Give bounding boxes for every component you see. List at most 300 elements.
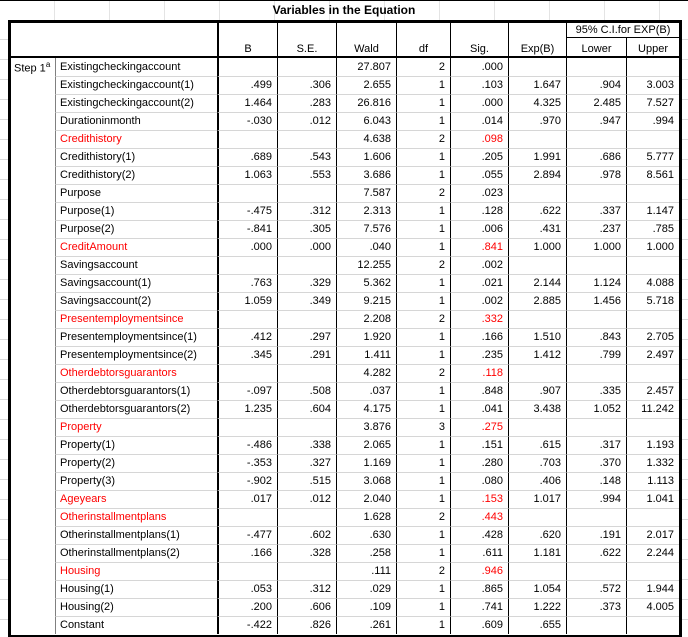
cell-se[interactable]: .312 bbox=[277, 580, 336, 598]
cell-exp_b[interactable] bbox=[508, 364, 566, 382]
cell-sig[interactable]: .741 bbox=[450, 598, 508, 616]
cell-wald[interactable]: 7.576 bbox=[336, 220, 396, 238]
cell-sig[interactable]: .041 bbox=[450, 400, 508, 418]
cell-se[interactable]: .606 bbox=[277, 598, 336, 616]
cell-exp_b[interactable]: 1.017 bbox=[508, 490, 566, 508]
cell-wald[interactable]: .630 bbox=[336, 526, 396, 544]
cell-upper[interactable]: 7.527 bbox=[626, 94, 679, 112]
cell-lower[interactable]: .572 bbox=[566, 580, 626, 598]
cell-wald[interactable]: 2.208 bbox=[336, 310, 396, 328]
cell-upper[interactable]: 2.497 bbox=[626, 346, 679, 364]
cell-df[interactable]: 2 bbox=[396, 184, 450, 202]
cell-se[interactable] bbox=[277, 418, 336, 436]
cell-wald[interactable]: 2.655 bbox=[336, 76, 396, 94]
cell-wald[interactable]: 4.282 bbox=[336, 364, 396, 382]
cell-sig[interactable]: .151 bbox=[450, 436, 508, 454]
cell-df[interactable]: 3 bbox=[396, 418, 450, 436]
cell-sig[interactable]: .118 bbox=[450, 364, 508, 382]
cell-sig[interactable]: .002 bbox=[450, 256, 508, 274]
cell-sig[interactable]: .098 bbox=[450, 130, 508, 148]
cell-exp_b[interactable]: 1.181 bbox=[508, 544, 566, 562]
cell-lower[interactable]: .904 bbox=[566, 76, 626, 94]
cell-exp_b[interactable] bbox=[508, 130, 566, 148]
cell-df[interactable]: 1 bbox=[396, 166, 450, 184]
cell-wald[interactable]: 9.215 bbox=[336, 292, 396, 310]
cell-b[interactable] bbox=[217, 58, 277, 76]
cell-wald[interactable]: .261 bbox=[336, 616, 396, 634]
cell-upper[interactable] bbox=[626, 256, 679, 274]
cell-lower[interactable]: .370 bbox=[566, 454, 626, 472]
cell-exp_b[interactable]: .620 bbox=[508, 526, 566, 544]
cell-sig[interactable]: .332 bbox=[450, 310, 508, 328]
cell-wald[interactable]: 12.255 bbox=[336, 256, 396, 274]
cell-exp_b[interactable]: .431 bbox=[508, 220, 566, 238]
cell-sig[interactable]: .865 bbox=[450, 580, 508, 598]
row-label[interactable]: Savingsaccount(2) bbox=[55, 292, 217, 310]
cell-lower[interactable]: .335 bbox=[566, 382, 626, 400]
cell-se[interactable] bbox=[277, 184, 336, 202]
step-label: Step 1 bbox=[14, 62, 46, 75]
row-label[interactable]: Ageyears bbox=[55, 490, 217, 508]
cell-lower[interactable] bbox=[566, 310, 626, 328]
cell-df[interactable]: 1 bbox=[396, 436, 450, 454]
cell-lower[interactable] bbox=[566, 364, 626, 382]
row-label[interactable]: Savingsaccount(1) bbox=[55, 274, 217, 292]
cell-df[interactable]: 1 bbox=[396, 112, 450, 130]
row-label[interactable]: Property bbox=[55, 418, 217, 436]
cell-upper[interactable]: 1.193 bbox=[626, 436, 679, 454]
cell-upper[interactable]: 2.705 bbox=[626, 328, 679, 346]
cell-se[interactable]: .297 bbox=[277, 328, 336, 346]
cell-exp_b[interactable]: .907 bbox=[508, 382, 566, 400]
row-label[interactable]: Otherdebtorsguarantors(2) bbox=[55, 400, 217, 418]
cell-se[interactable]: .349 bbox=[277, 292, 336, 310]
cell-sig[interactable]: .000 bbox=[450, 94, 508, 112]
cell-se[interactable] bbox=[277, 256, 336, 274]
cell-wald[interactable]: 2.040 bbox=[336, 490, 396, 508]
cell-lower[interactable]: 2.485 bbox=[566, 94, 626, 112]
header-upper[interactable]: Upper bbox=[626, 38, 679, 56]
cell-upper[interactable]: .785 bbox=[626, 220, 679, 238]
cell-df[interactable]: 2 bbox=[396, 562, 450, 580]
cell-se[interactable]: .543 bbox=[277, 148, 336, 166]
cell-b[interactable]: -.475 bbox=[217, 202, 277, 220]
cell-sig[interactable]: .609 bbox=[450, 616, 508, 634]
cell-df[interactable]: 1 bbox=[396, 544, 450, 562]
row-label[interactable]: Purpose bbox=[55, 184, 217, 202]
cell-exp_b[interactable] bbox=[508, 508, 566, 526]
header-corner-cell[interactable] bbox=[11, 23, 217, 56]
cell-sig[interactable]: .128 bbox=[450, 202, 508, 220]
cell-b[interactable] bbox=[217, 256, 277, 274]
cell-wald[interactable]: 6.043 bbox=[336, 112, 396, 130]
cell-upper[interactable]: 4.088 bbox=[626, 274, 679, 292]
cell-wald[interactable]: 2.313 bbox=[336, 202, 396, 220]
cell-exp_b[interactable]: .406 bbox=[508, 472, 566, 490]
cell-df[interactable]: 1 bbox=[396, 94, 450, 112]
header-b[interactable]: B bbox=[217, 23, 277, 56]
cell-df[interactable]: 1 bbox=[396, 202, 450, 220]
row-label[interactable]: Housing(2) bbox=[55, 598, 217, 616]
cell-se[interactable]: .553 bbox=[277, 166, 336, 184]
cell-b[interactable] bbox=[217, 184, 277, 202]
cell-wald[interactable]: .029 bbox=[336, 580, 396, 598]
cell-upper[interactable] bbox=[626, 562, 679, 580]
cell-df[interactable]: 1 bbox=[396, 616, 450, 634]
cell-exp_b[interactable]: 3.438 bbox=[508, 400, 566, 418]
cell-upper[interactable] bbox=[626, 184, 679, 202]
cell-exp_b[interactable]: .970 bbox=[508, 112, 566, 130]
cell-df[interactable]: 1 bbox=[396, 490, 450, 508]
cell-sig[interactable]: .275 bbox=[450, 418, 508, 436]
cell-upper[interactable]: 5.718 bbox=[626, 292, 679, 310]
cell-exp_b[interactable]: 1.510 bbox=[508, 328, 566, 346]
cell-df[interactable]: 1 bbox=[396, 292, 450, 310]
cell-df[interactable]: 2 bbox=[396, 508, 450, 526]
row-label[interactable]: Property(2) bbox=[55, 454, 217, 472]
cell-b[interactable] bbox=[217, 310, 277, 328]
cell-lower[interactable] bbox=[566, 130, 626, 148]
cell-df[interactable]: 1 bbox=[396, 346, 450, 364]
cell-df[interactable]: 2 bbox=[396, 256, 450, 274]
cell-b[interactable] bbox=[217, 562, 277, 580]
cell-sig[interactable]: .166 bbox=[450, 328, 508, 346]
cell-exp_b[interactable]: 1.647 bbox=[508, 76, 566, 94]
cell-b[interactable]: -.486 bbox=[217, 436, 277, 454]
cell-lower[interactable]: .373 bbox=[566, 598, 626, 616]
row-label[interactable]: Durationinmonth bbox=[55, 112, 217, 130]
cell-b[interactable]: -.902 bbox=[217, 472, 277, 490]
cell-upper[interactable]: 1.332 bbox=[626, 454, 679, 472]
row-label[interactable]: Presentemploymentsince bbox=[55, 310, 217, 328]
cell-upper[interactable]: 5.777 bbox=[626, 148, 679, 166]
cell-exp_b[interactable] bbox=[508, 418, 566, 436]
cell-sig[interactable]: .153 bbox=[450, 490, 508, 508]
header-exp-b[interactable]: Exp(B) bbox=[508, 23, 566, 56]
row-label[interactable]: Property(1) bbox=[55, 436, 217, 454]
cell-exp_b[interactable] bbox=[508, 562, 566, 580]
cell-lower[interactable]: 1.000 bbox=[566, 238, 626, 256]
cell-df[interactable]: 1 bbox=[396, 598, 450, 616]
cell-b[interactable]: 1.464 bbox=[217, 94, 277, 112]
cell-df[interactable]: 2 bbox=[396, 58, 450, 76]
cell-wald[interactable]: .258 bbox=[336, 544, 396, 562]
cell-se[interactable]: .012 bbox=[277, 490, 336, 508]
cell-lower[interactable] bbox=[566, 418, 626, 436]
cell-sig[interactable]: .021 bbox=[450, 274, 508, 292]
cell-df[interactable]: 1 bbox=[396, 400, 450, 418]
row-label[interactable]: Otherinstallmentplans(1) bbox=[55, 526, 217, 544]
row-label[interactable]: Housing bbox=[55, 562, 217, 580]
cell-se[interactable]: .000 bbox=[277, 238, 336, 256]
cell-se[interactable] bbox=[277, 310, 336, 328]
cell-exp_b[interactable]: 1.991 bbox=[508, 148, 566, 166]
cell-exp_b[interactable]: 1.054 bbox=[508, 580, 566, 598]
cell-lower[interactable] bbox=[566, 562, 626, 580]
cell-exp_b[interactable] bbox=[508, 310, 566, 328]
cell-sig[interactable]: .014 bbox=[450, 112, 508, 130]
cell-se[interactable]: .291 bbox=[277, 346, 336, 364]
cell-wald[interactable]: 3.686 bbox=[336, 166, 396, 184]
cell-sig[interactable]: .443 bbox=[450, 508, 508, 526]
cell-df[interactable]: 1 bbox=[396, 328, 450, 346]
cell-exp_b[interactable]: .655 bbox=[508, 616, 566, 634]
cell-se[interactable] bbox=[277, 364, 336, 382]
cell-upper[interactable]: 2.457 bbox=[626, 382, 679, 400]
cell-exp_b[interactable]: 1.222 bbox=[508, 598, 566, 616]
cell-df[interactable]: 1 bbox=[396, 238, 450, 256]
cell-sig[interactable]: .946 bbox=[450, 562, 508, 580]
cell-b[interactable]: .689 bbox=[217, 148, 277, 166]
cell-exp_b[interactable] bbox=[508, 256, 566, 274]
row-label[interactable]: Otherdebtorsguarantors(1) bbox=[55, 382, 217, 400]
cell-lower[interactable]: .622 bbox=[566, 544, 626, 562]
cell-se[interactable]: .328 bbox=[277, 544, 336, 562]
cell-se[interactable]: .508 bbox=[277, 382, 336, 400]
row-label[interactable]: Otherdebtorsguarantors bbox=[55, 364, 217, 382]
cell-sig[interactable]: .006 bbox=[450, 220, 508, 238]
cell-exp_b[interactable]: 4.325 bbox=[508, 94, 566, 112]
cell-b[interactable]: -.353 bbox=[217, 454, 277, 472]
row-label[interactable]: Savingsaccount bbox=[55, 256, 217, 274]
cell-lower[interactable]: .994 bbox=[566, 490, 626, 508]
cell-lower[interactable] bbox=[566, 616, 626, 634]
cell-lower[interactable]: 1.456 bbox=[566, 292, 626, 310]
cell-upper[interactable]: 1.113 bbox=[626, 472, 679, 490]
cell-exp_b[interactable]: 1.412 bbox=[508, 346, 566, 364]
cell-upper[interactable]: 2.244 bbox=[626, 544, 679, 562]
cell-df[interactable]: 1 bbox=[396, 382, 450, 400]
cell-upper[interactable]: 3.003 bbox=[626, 76, 679, 94]
cell-wald[interactable]: .040 bbox=[336, 238, 396, 256]
cell-sig[interactable]: .428 bbox=[450, 526, 508, 544]
header-se[interactable]: S.E. bbox=[277, 23, 336, 56]
cell-wald[interactable]: 26.816 bbox=[336, 94, 396, 112]
cell-wald[interactable]: 7.587 bbox=[336, 184, 396, 202]
row-label[interactable]: Purpose(2) bbox=[55, 220, 217, 238]
step-cell[interactable] bbox=[11, 58, 55, 634]
cell-exp_b[interactable] bbox=[508, 184, 566, 202]
cell-df[interactable]: 2 bbox=[396, 364, 450, 382]
cell-upper[interactable]: 11.242 bbox=[626, 400, 679, 418]
row-label[interactable]: Existingcheckingaccount(1) bbox=[55, 76, 217, 94]
cell-lower[interactable]: 1.052 bbox=[566, 400, 626, 418]
row-label[interactable]: Presentemploymentsince(1) bbox=[55, 328, 217, 346]
cell-se[interactable]: .327 bbox=[277, 454, 336, 472]
row-label[interactable]: Presentemploymentsince(2) bbox=[55, 346, 217, 364]
cell-sig[interactable]: .080 bbox=[450, 472, 508, 490]
cell-se[interactable]: .283 bbox=[277, 94, 336, 112]
header-ci-span[interactable]: 95% C.I.for EXP(B) bbox=[566, 23, 679, 38]
cell-exp_b[interactable]: 2.885 bbox=[508, 292, 566, 310]
cell-wald[interactable]: 1.920 bbox=[336, 328, 396, 346]
cell-se[interactable]: .312 bbox=[277, 202, 336, 220]
header-wald[interactable]: Wald bbox=[336, 23, 396, 56]
cell-lower[interactable] bbox=[566, 184, 626, 202]
cell-lower[interactable]: .799 bbox=[566, 346, 626, 364]
cell-b[interactable]: .412 bbox=[217, 328, 277, 346]
cell-exp_b[interactable]: 2.894 bbox=[508, 166, 566, 184]
cell-wald[interactable]: 1.411 bbox=[336, 346, 396, 364]
cell-wald[interactable]: 2.065 bbox=[336, 436, 396, 454]
cell-upper[interactable] bbox=[626, 310, 679, 328]
cell-lower[interactable] bbox=[566, 256, 626, 274]
cell-b[interactable] bbox=[217, 508, 277, 526]
cell-df[interactable]: 1 bbox=[396, 220, 450, 238]
cell-sig[interactable]: .280 bbox=[450, 454, 508, 472]
cell-wald[interactable]: 4.175 bbox=[336, 400, 396, 418]
cell-df[interactable]: 1 bbox=[396, 274, 450, 292]
cell-lower[interactable]: .978 bbox=[566, 166, 626, 184]
cell-df[interactable]: 2 bbox=[396, 310, 450, 328]
row-label[interactable]: Otherinstallmentplans(2) bbox=[55, 544, 217, 562]
cell-b[interactable]: .345 bbox=[217, 346, 277, 364]
cell-se[interactable]: .338 bbox=[277, 436, 336, 454]
cell-sig[interactable]: .235 bbox=[450, 346, 508, 364]
cell-wald[interactable]: 3.876 bbox=[336, 418, 396, 436]
cell-sig[interactable]: .023 bbox=[450, 184, 508, 202]
cell-lower[interactable]: .148 bbox=[566, 472, 626, 490]
cell-wald[interactable]: .037 bbox=[336, 382, 396, 400]
cell-upper[interactable]: 2.017 bbox=[626, 526, 679, 544]
cell-exp_b[interactable] bbox=[508, 58, 566, 76]
header-sig[interactable]: Sig. bbox=[450, 23, 508, 56]
cell-b[interactable]: .763 bbox=[217, 274, 277, 292]
cell-se[interactable] bbox=[277, 130, 336, 148]
cell-upper[interactable] bbox=[626, 58, 679, 76]
row-label[interactable]: Credithistory(1) bbox=[55, 148, 217, 166]
cell-upper[interactable]: 1.000 bbox=[626, 238, 679, 256]
cell-upper[interactable]: 1.944 bbox=[626, 580, 679, 598]
cell-b[interactable]: .053 bbox=[217, 580, 277, 598]
cell-df[interactable]: 2 bbox=[396, 130, 450, 148]
cell-upper[interactable]: 1.041 bbox=[626, 490, 679, 508]
cell-b[interactable]: .017 bbox=[217, 490, 277, 508]
cell-df[interactable]: 1 bbox=[396, 148, 450, 166]
cell-df[interactable]: 1 bbox=[396, 454, 450, 472]
cell-se[interactable]: .604 bbox=[277, 400, 336, 418]
cell-wald[interactable]: 27.807 bbox=[336, 58, 396, 76]
cell-se[interactable]: .305 bbox=[277, 220, 336, 238]
cell-lower[interactable]: .947 bbox=[566, 112, 626, 130]
cell-sig[interactable]: .205 bbox=[450, 148, 508, 166]
cell-b[interactable]: .499 bbox=[217, 76, 277, 94]
cell-df[interactable]: 1 bbox=[396, 580, 450, 598]
cell-sig[interactable]: .611 bbox=[450, 544, 508, 562]
row-label[interactable]: Credithistory bbox=[55, 130, 217, 148]
cell-wald[interactable]: .109 bbox=[336, 598, 396, 616]
cell-sig[interactable]: .055 bbox=[450, 166, 508, 184]
row-label[interactable]: Credithistory(2) bbox=[55, 166, 217, 184]
cell-b[interactable]: 1.059 bbox=[217, 292, 277, 310]
cell-lower[interactable] bbox=[566, 58, 626, 76]
cell-exp_b[interactable]: 2.144 bbox=[508, 274, 566, 292]
cell-lower[interactable] bbox=[566, 508, 626, 526]
cell-sig[interactable]: .841 bbox=[450, 238, 508, 256]
cell-lower[interactable]: .191 bbox=[566, 526, 626, 544]
cell-se[interactable]: .306 bbox=[277, 76, 336, 94]
cell-lower[interactable]: .686 bbox=[566, 148, 626, 166]
cell-upper[interactable]: .994 bbox=[626, 112, 679, 130]
cell-b[interactable]: .166 bbox=[217, 544, 277, 562]
cell-b[interactable] bbox=[217, 364, 277, 382]
cell-wald[interactable]: 1.628 bbox=[336, 508, 396, 526]
cell-wald[interactable]: 4.638 bbox=[336, 130, 396, 148]
cell-se[interactable] bbox=[277, 58, 336, 76]
row-label[interactable]: CreditAmount bbox=[55, 238, 217, 256]
row-label[interactable]: Existingcheckingaccount(2) bbox=[55, 94, 217, 112]
cell-b[interactable]: -.841 bbox=[217, 220, 277, 238]
cell-df[interactable]: 1 bbox=[396, 76, 450, 94]
cell-b[interactable]: .200 bbox=[217, 598, 277, 616]
cell-wald[interactable]: 1.606 bbox=[336, 148, 396, 166]
cell-upper[interactable] bbox=[626, 616, 679, 634]
cell-upper[interactable]: 8.561 bbox=[626, 166, 679, 184]
cell-se[interactable]: .826 bbox=[277, 616, 336, 634]
cell-exp_b[interactable]: .703 bbox=[508, 454, 566, 472]
cell-upper[interactable] bbox=[626, 508, 679, 526]
cell-exp_b[interactable]: 1.000 bbox=[508, 238, 566, 256]
cell-lower[interactable]: .317 bbox=[566, 436, 626, 454]
cell-df[interactable]: 1 bbox=[396, 526, 450, 544]
cell-b[interactable]: -.097 bbox=[217, 382, 277, 400]
cell-upper[interactable]: 4.005 bbox=[626, 598, 679, 616]
cell-upper[interactable]: 1.147 bbox=[626, 202, 679, 220]
cell-se[interactable]: .329 bbox=[277, 274, 336, 292]
cell-upper[interactable] bbox=[626, 418, 679, 436]
cell-sig[interactable]: .103 bbox=[450, 76, 508, 94]
cell-b[interactable]: 1.063 bbox=[217, 166, 277, 184]
header-df[interactable]: df bbox=[396, 23, 450, 56]
cell-se[interactable] bbox=[277, 508, 336, 526]
cell-lower[interactable]: .843 bbox=[566, 328, 626, 346]
cell-wald[interactable]: 1.169 bbox=[336, 454, 396, 472]
cell-wald[interactable]: 3.068 bbox=[336, 472, 396, 490]
cell-lower[interactable]: .337 bbox=[566, 202, 626, 220]
cell-b[interactable] bbox=[217, 418, 277, 436]
row-label[interactable]: Purpose(1) bbox=[55, 202, 217, 220]
cell-se[interactable]: .602 bbox=[277, 526, 336, 544]
row-label[interactable]: Existingcheckingaccount bbox=[55, 58, 217, 76]
cell-b[interactable] bbox=[217, 130, 277, 148]
cell-sig[interactable]: .000 bbox=[450, 58, 508, 76]
cell-b[interactable]: .000 bbox=[217, 238, 277, 256]
cell-b[interactable]: -.030 bbox=[217, 112, 277, 130]
cell-df[interactable]: 1 bbox=[396, 472, 450, 490]
cell-wald[interactable]: 5.362 bbox=[336, 274, 396, 292]
row-label[interactable]: Property(3) bbox=[55, 472, 217, 490]
cell-upper[interactable] bbox=[626, 130, 679, 148]
cell-b[interactable]: 1.235 bbox=[217, 400, 277, 418]
cell-wald[interactable]: .111 bbox=[336, 562, 396, 580]
cell-upper[interactable] bbox=[626, 364, 679, 382]
cell-se[interactable] bbox=[277, 562, 336, 580]
cell-exp_b[interactable]: .622 bbox=[508, 202, 566, 220]
row-label[interactable]: Housing(1) bbox=[55, 580, 217, 598]
cell-lower[interactable]: 1.124 bbox=[566, 274, 626, 292]
cell-exp_b[interactable]: .615 bbox=[508, 436, 566, 454]
row-label[interactable]: Constant bbox=[55, 616, 217, 634]
row-label[interactable]: Otherinstallmentplans bbox=[55, 508, 217, 526]
cell-se[interactable]: .012 bbox=[277, 112, 336, 130]
cell-sig[interactable]: .002 bbox=[450, 292, 508, 310]
cell-b[interactable]: -.477 bbox=[217, 526, 277, 544]
cell-lower[interactable]: .237 bbox=[566, 220, 626, 238]
cell-sig[interactable]: .848 bbox=[450, 382, 508, 400]
cell-se[interactable]: .515 bbox=[277, 472, 336, 490]
header-lower[interactable]: Lower bbox=[566, 38, 626, 56]
cell-b[interactable]: -.422 bbox=[217, 616, 277, 634]
